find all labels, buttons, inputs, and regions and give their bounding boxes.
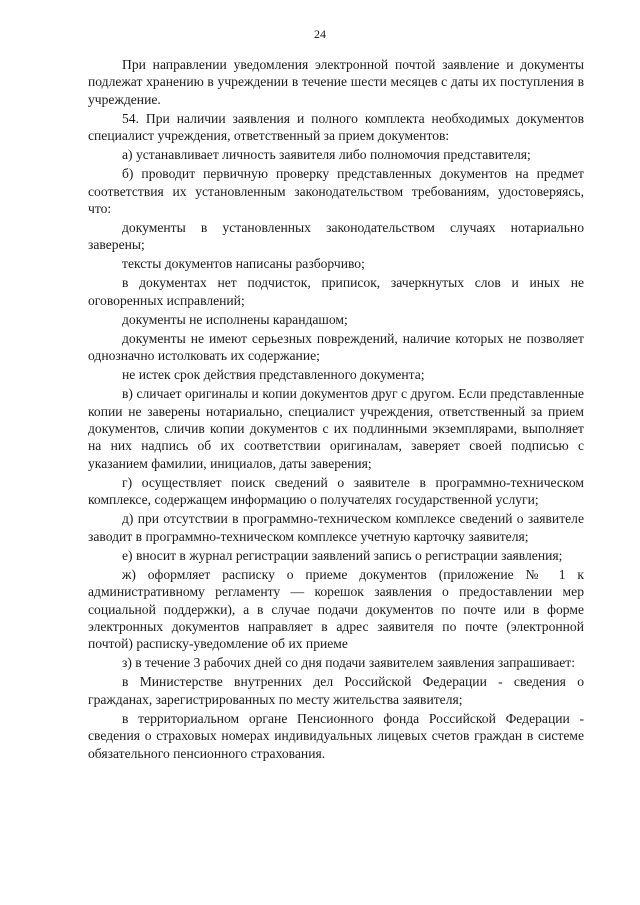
paragraph: в) сличает оригиналы и копии документов друг с другом. Если представленные копии не заверены нотариально, специалист учреждения, ответственный за прием документов, сличив копии документов с их подлинными экземплярами, выполняет на них надпись об их соответствии оригиналам, заверяет своей подписью с указанием фамилии, инициалов, даты заверения; [88, 386, 584, 471]
paragraph: д) при отсутствии в программно-техническом комплексе сведений о заявителе заводит в программно-техническом комплексе учетную карточку заявителя; [88, 511, 584, 544]
document-body [88, 56, 584, 764]
paragraph: в Министерстве внутренних дел Российской Федерации - сведения о гражданах, зарегистрированных по месту жительства заявителя; [88, 674, 584, 707]
paragraph: б) проводит первичную проверку представленных документов на предмет соответствия их установленным законодательством требованиям, удостоверяясь, что: [88, 166, 584, 217]
page-number: 24 [314, 27, 326, 41]
paragraph: в документах нет подчисток, приписок, зачеркнутых слов и иных не оговоренных исправлений; [88, 275, 584, 308]
paragraph: з) в течение 3 рабочих дней со дня подачи заявителем заявления запрашивает: [122, 655, 576, 671]
paragraph: а) устанавливает личность заявителя либо полномочия представителя; [122, 147, 531, 163]
paragraph: не истек срок действия представленного документа; [122, 367, 425, 383]
paragraph: 54. При наличии заявления и полного комплекта необходимых документов специалист учреждения, ответственный за прием документов: [88, 110, 584, 144]
paragraph: документы в установленных законодательством случаях нотариально заверены; [88, 220, 584, 253]
paragraph: в территориальном органе Пенсионного фонда Российской Федерации - сведения о страховых номерах индивидуальных лицевых счетов граждан в системе обязательного пенсионного страхования. [88, 710, 584, 761]
paragraph: документы не имеют серьезных повреждений, наличие которых не позволяет однозначно истолковать их содержание; [88, 330, 584, 364]
paragraph: тексты документов написаны разборчиво; [122, 256, 365, 272]
paragraph: г) осуществляет поиск сведений о заявителе в программно-техническом комплексе, содержащем информацию о получателях государственной услуги; [88, 474, 584, 508]
paragraph: документы не исполнены карандашом; [122, 311, 348, 327]
paragraph: е) вносит в журнал регистрации заявлений запись о регистрации заявления; [122, 547, 563, 563]
paragraph: При направлении уведомления электронной почтой заявление и документы подлежат хранению в учреждении в течение шести месяцев с даты их поступления в учреждение. [88, 57, 584, 107]
paragraph: ж) оформляет расписку о приеме документов (приложение № 1 к административному регламенту — корешок заявления о предоставлении мер социальной поддержки), а в случае подачи документов по почте или в форме электронных документов направляет в адрес заявителя по почте (электронной почтой) расписку-уведомление об их приеме [88, 566, 584, 652]
